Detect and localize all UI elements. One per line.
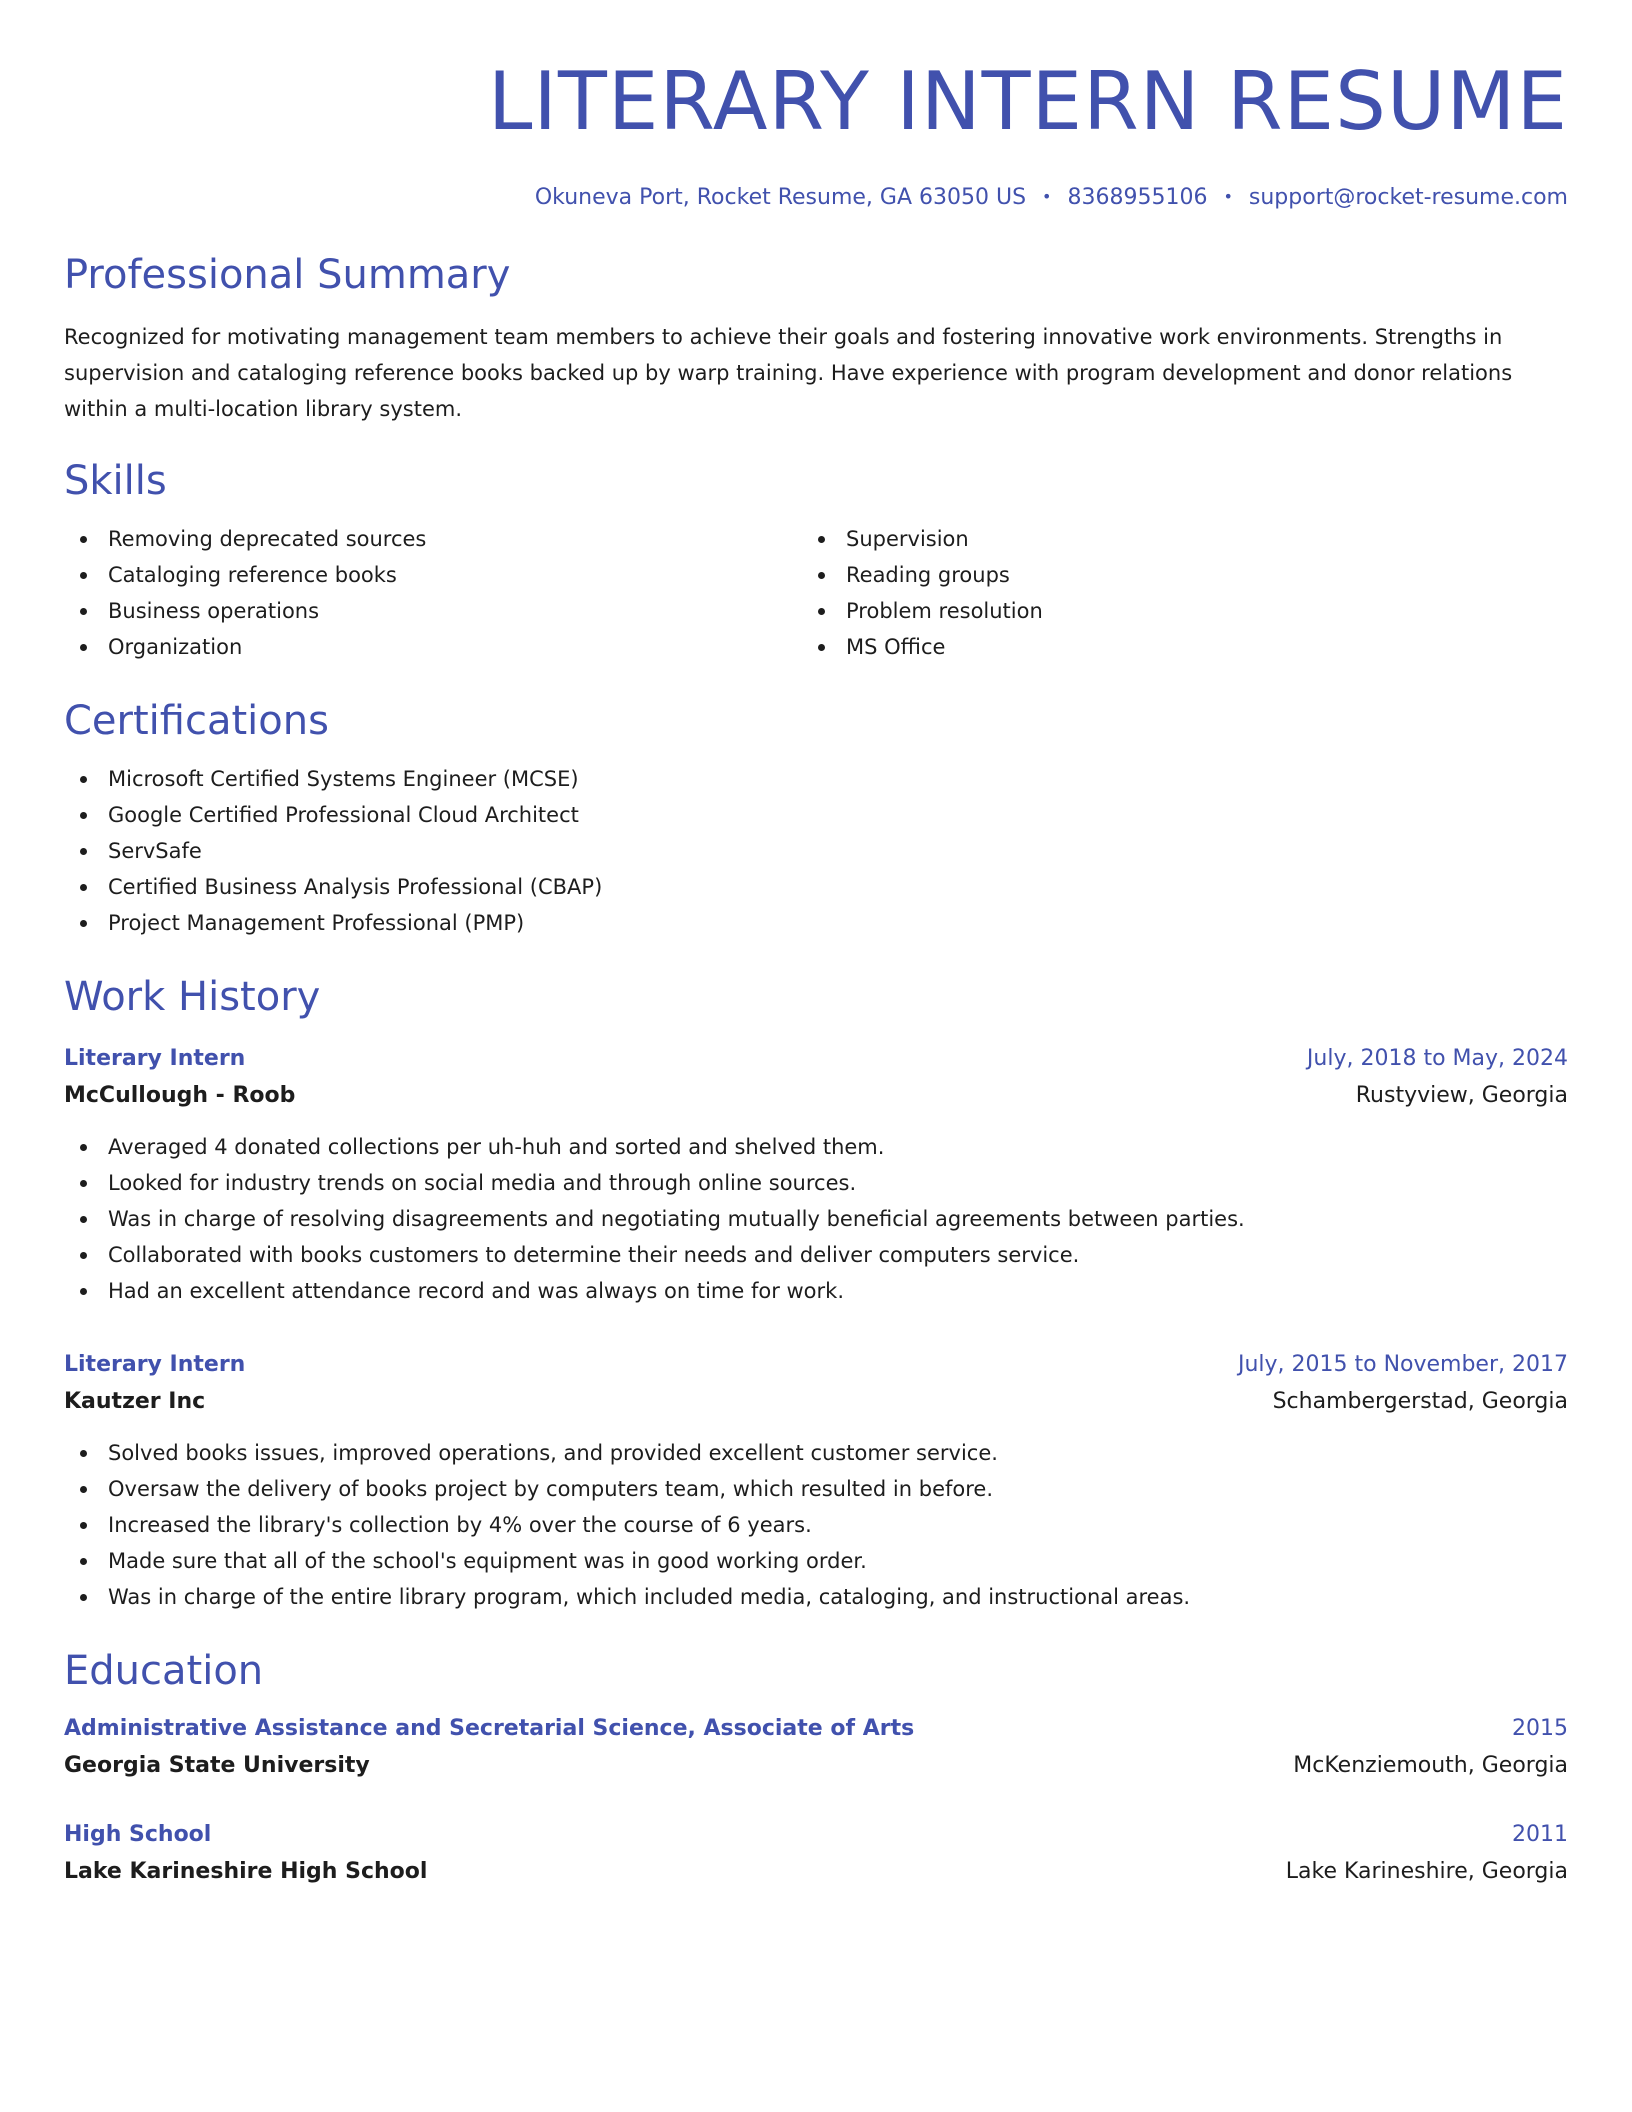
certification-item: ServSafe [64,833,1568,869]
job-dates: July, 2018 to May, 2024 [1306,1046,1568,1071]
contact-email: support@rocket-resume.com [1248,185,1568,210]
job-bullet: Made sure that all of the school's equipment was in good working order. [64,1543,1568,1579]
job-title: Literary Intern [64,1352,246,1377]
job-bullet: Collaborated with books customers to determine their needs and deliver computers service. [64,1237,1568,1273]
section-title-certifications: Certifications [64,698,329,744]
skills-columns [64,521,1568,665]
education-entry [64,1711,1568,1785]
education-location: Lake Karineshire, Georgia [1285,1859,1568,1884]
education-degree: High School [64,1822,212,1847]
skill-item: Cataloging reference books [64,557,802,593]
section-title-skills: Skills [64,458,167,504]
job-bullet: Was in charge of the entire library program, which included media, cataloging, and instructional areas. [64,1579,1568,1615]
job-location: Schambergerstad, Georgia [1272,1389,1568,1414]
section-title-summary: Professional Summary [64,252,511,298]
job-bullet: Averaged 4 donated collections per uh-huh and sorted and shelved them. [64,1129,1568,1165]
job-bullet: Had an excellent attendance record and was always on time for work. [64,1273,1568,1309]
education-school: Lake Karineshire High School [64,1859,428,1884]
contact-line [64,180,1568,215]
page-title: LITERARY INTERN RESUME [487,55,1568,148]
job-bullets [64,1129,1568,1309]
skills-list-right [802,521,1540,665]
certification-item: Certified Business Analysis Professional (CBAP) [64,869,1568,905]
education-school-row [64,1747,1568,1785]
education-year: 2011 [1512,1822,1568,1847]
job-header-row [64,1041,1568,1077]
contact-address: Okuneva Port, Rocket Resume, GA 63050 US [534,185,1027,210]
skill-item: Business operations [64,593,802,629]
job-bullets [64,1435,1568,1615]
work-history-section [64,971,1568,1615]
education-section [64,1645,1568,1891]
skill-item: Organization [64,629,802,665]
contact-separator: • [1042,187,1052,206]
job-entry [64,1041,1568,1309]
skills-section [64,455,1568,665]
job-bullet: Oversaw the delivery of books project by computers team, which resulted in before. [64,1471,1568,1507]
job-bullet: Looked for industry trends on social media and through online sources. [64,1165,1568,1201]
job-entry [64,1347,1568,1615]
education-header-row [64,1817,1568,1853]
job-location: Rustyview, Georgia [1355,1083,1568,1108]
education-school-row [64,1853,1568,1891]
education-degree: Administrative Assistance and Secretarial Science, Associate of Arts [64,1716,915,1741]
resume-header [64,52,1568,215]
job-header-row [64,1347,1568,1383]
contact-separator: • [1223,187,1233,206]
job-company: Kautzer Inc [64,1389,206,1414]
job-company-row [64,1383,1568,1421]
skill-item: Removing deprecated sources [64,521,802,557]
certification-item: Microsoft Certified Systems Engineer (MCSE) [64,761,1568,797]
education-header-row [64,1711,1568,1747]
skills-list-left [64,521,802,665]
skill-item: Problem resolution [802,593,1540,629]
education-year: 2015 [1512,1716,1568,1741]
section-title-education: Education [64,1648,264,1694]
job-bullet: Solved books issues, improved operations, and provided excellent customer service. [64,1435,1568,1471]
certifications-list [64,761,1568,941]
education-entry [64,1817,1568,1891]
section-title-work: Work History [64,974,321,1020]
education-school: Georgia State University [64,1753,370,1778]
education-location: McKenziemouth, Georgia [1293,1753,1568,1778]
skill-item: Reading groups [802,557,1540,593]
contact-phone: 8368955106 [1067,185,1208,210]
summary-section [64,249,1568,427]
job-bullet: Increased the library's collection by 4% over the course of 6 years. [64,1507,1568,1543]
skill-item: Supervision [802,521,1540,557]
summary-text: Recognized for motivating management team members to achieve their goals and fostering innovative work environments. Strengths in supervision and cataloging reference books backed up by warp training. Have experience with program development and donor relations within a multi-location library system. [64,325,1513,421]
certifications-section [64,695,1568,941]
skill-item: MS Office [802,629,1540,665]
job-company: McCullough - Roob [64,1083,296,1108]
job-company-row [64,1077,1568,1115]
job-bullet: Was in charge of resolving disagreements and negotiating mutually beneficial agreements between parties. [64,1201,1568,1237]
certification-item: Google Certified Professional Cloud Architect [64,797,1568,833]
certification-item: Project Management Professional (PMP) [64,905,1568,941]
job-title: Literary Intern [64,1046,246,1071]
job-dates: July, 2015 to November, 2017 [1237,1352,1568,1377]
